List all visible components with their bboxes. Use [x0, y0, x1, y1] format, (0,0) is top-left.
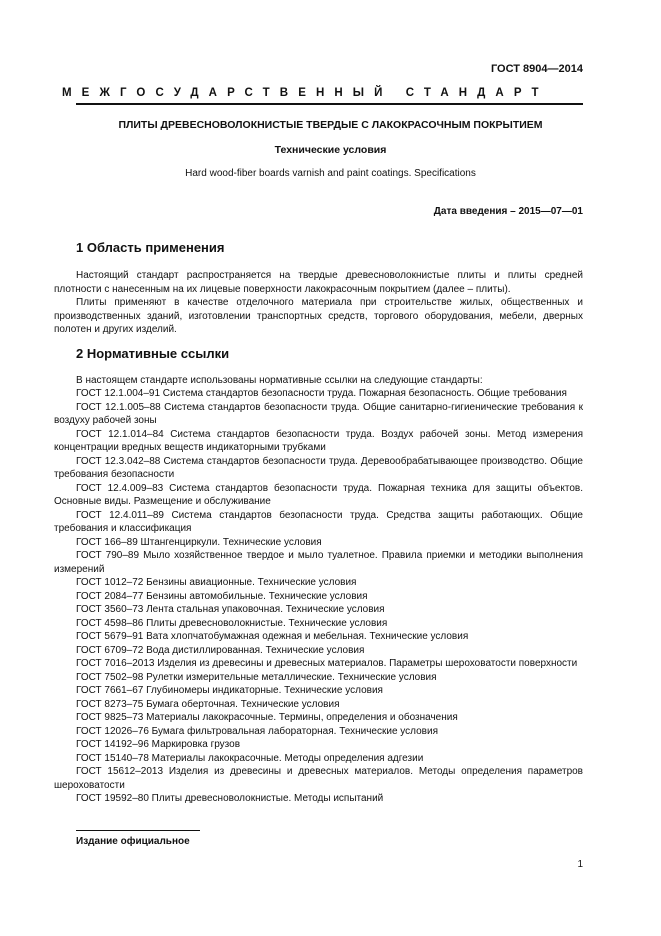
paragraph: Плиты применяют в качестве отделочного материала при строительстве жилых, общественных и производственных зданий, изготовлении транспортных средств, торгового оборудования, мебели, дверных полотен и других изделий. — [54, 297, 583, 335]
doc-title: ПЛИТЫ ДРЕВЕСНОВОЛОКНИСТЫЕ ТВЕРДЫЕ С ЛАКОКРАСОЧНЫМ ПОКРЫТИЕМ — [118, 119, 543, 131]
intro-date: Дата введения – 2015—07—01 — [433, 206, 583, 217]
doc-code: ГОСТ 8904—2014 — [490, 63, 583, 75]
reference-item: ГОСТ 14192–96 Маркировка грузов — [76, 739, 241, 750]
reference-item: ГОСТ 12026–76 Бумага фильтровальная лабораторная. Технические условия — [76, 725, 438, 737]
reference-item: ГОСТ 7016–2013 Изделия из древесины и древесных материалов. Параметры шероховатости поверхности — [76, 658, 578, 669]
reference-item: ГОСТ 6709–72 Вода дистиллированная. Технические условия — [76, 644, 365, 656]
reference-item: ГОСТ 8273–75 Бумага оберточная. Технические условия — [76, 698, 340, 710]
reference-item: ГОСТ 19592–80 Плиты древесноволокнистые. Методы испытаний — [76, 793, 384, 804]
section-1-body — [54, 269, 583, 337]
edition-note: Издание официальное — [76, 836, 190, 847]
reference-item: ГОСТ 166–89 Штангенциркули. Технические условия — [76, 536, 322, 548]
reference-item: ГОСТ 12.3.042–88 Система стандартов безопасности труда. Деревообрабатывающее производство. Общие требования безопасности — [54, 455, 583, 480]
reference-item: ГОСТ 12.4.009–83 Система стандартов безопасности труда. Пожарная техника для защиты объектов. Основные виды. Размещение и обслуживание — [54, 482, 583, 507]
reference-item: ГОСТ 7502–98 Рулетки измерительные металлические. Технические условия — [76, 671, 437, 683]
doc-subtitle: Технические условия — [274, 144, 387, 156]
interstate-standard-banner: МЕЖГОСУДАРСТВЕННЫЙ СТАНДАРТ — [62, 87, 549, 99]
footer-rule — [76, 830, 200, 831]
doc-title-english: Hard wood-fiber boards varnish and paint coatings. Specifications — [185, 168, 476, 179]
section-2-heading: 2 Нормативные ссылки — [76, 345, 230, 361]
references-list — [54, 374, 583, 806]
reference-item: ГОСТ 7661–67 Глубиномеры индикаторные. Технические условия — [76, 685, 383, 696]
references-intro: В настоящем стандарте использованы нормативные ссылки на следующие стандарты: — [76, 374, 483, 386]
reference-item: ГОСТ 9825–73 Материалы лакокрасочные. Термины, определения и обозначения — [76, 712, 458, 723]
doc-body — [54, 240, 583, 806]
header-rule — [76, 103, 583, 105]
reference-item: ГОСТ 2084–77 Бензины автомобильные. Технические условия — [76, 590, 368, 602]
page-number: 1 — [577, 859, 583, 870]
reference-item: ГОСТ 12.1.014–84 Система стандартов безопасности труда. Воздух рабочей зоны. Метод измерения концентрации вредных веществ индикаторными трубками — [54, 428, 583, 453]
reference-item: ГОСТ 5679–91 Вата хлопчатобумажная одежная и мебельная. Технические условия — [76, 631, 469, 642]
reference-item: ГОСТ 12.1.004–91 Система стандартов безопасности труда. Пожарная безопасность. Общие требования — [76, 388, 567, 399]
reference-item: ГОСТ 1012–72 Бензины авиационные. Технические условия — [76, 577, 357, 588]
reference-item: ГОСТ 790–89 Мыло хозяйственное твердое и мыло туалетное. Правила приемки и методики выполнения измерений — [54, 550, 583, 575]
paragraph: Настоящий стандарт распространяется на твердые древесноволокнистые плиты и плиты средней плотности с нанесенным на их лицевые поверхности лакокрасочным покрытием (далее – плиты). — [54, 270, 583, 295]
section-1-heading: 1 Область применения — [76, 240, 225, 255]
reference-item: ГОСТ 12.4.011–89 Система стандартов безопасности труда. Средства защиты работающих. Общие требования и классификация — [54, 509, 583, 534]
reference-item: ГОСТ 12.1.005–88 Система стандартов безопасности труда. Общие санитарно-гигиенические требования к воздуху рабочей зоны — [54, 401, 583, 426]
reference-item: ГОСТ 4598–86 Плиты древесноволокнистые. Технические условия — [76, 617, 388, 629]
reference-item: ГОСТ 15612–2013 Изделия из древесины и древесных материалов. Методы определения параметров шероховатости — [54, 766, 583, 791]
reference-item: ГОСТ 15140–78 Материалы лакокрасочные. Методы определения адгезии — [76, 752, 424, 764]
reference-item: ГОСТ 3560–73 Лента стальная упаковочная. Технические условия — [76, 604, 385, 615]
